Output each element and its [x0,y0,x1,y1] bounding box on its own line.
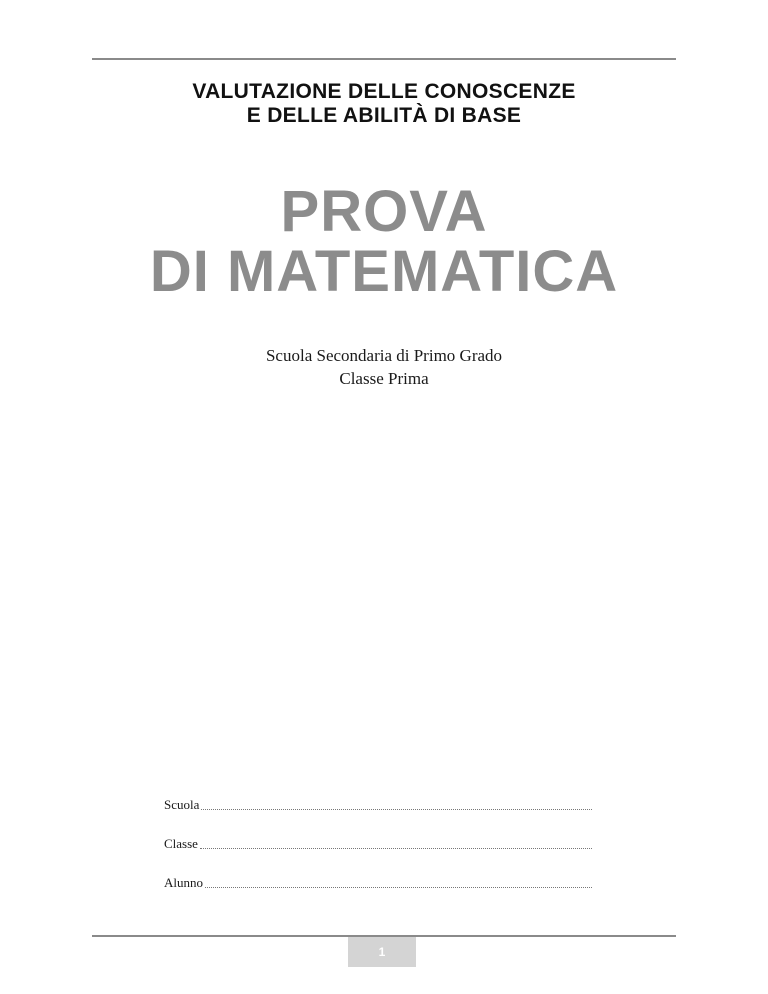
document-title [0,179,768,304]
class-level: Classe Prima [339,369,429,388]
scuola-label: Scuola [164,797,200,812]
scuola-dotted-line[interactable] [201,809,592,810]
school-info [0,344,768,390]
subtitle-line-1: VALUTAZIONE DELLE CONOSCENZE [192,80,576,103]
subtitle-line-2: E DELLE ABILITÀ DI BASE [246,104,522,127]
alunno-dotted-line[interactable] [205,887,592,888]
alunno-label: Alunno [164,875,203,890]
classe-label: Classe [164,836,198,851]
school-level: Scuola Secondaria di Primo Grado [265,346,503,365]
top-rule [92,58,676,60]
title-line-2: DI MATEMATICA [149,239,619,304]
classe-field[interactable] [164,834,592,852]
page-number: 1 [348,937,416,967]
alunno-field[interactable] [164,873,592,891]
title-line-1: PROVA [280,179,488,244]
classe-dotted-line[interactable] [200,848,592,849]
scuola-field[interactable] [164,795,592,813]
document-subtitle [0,80,768,128]
